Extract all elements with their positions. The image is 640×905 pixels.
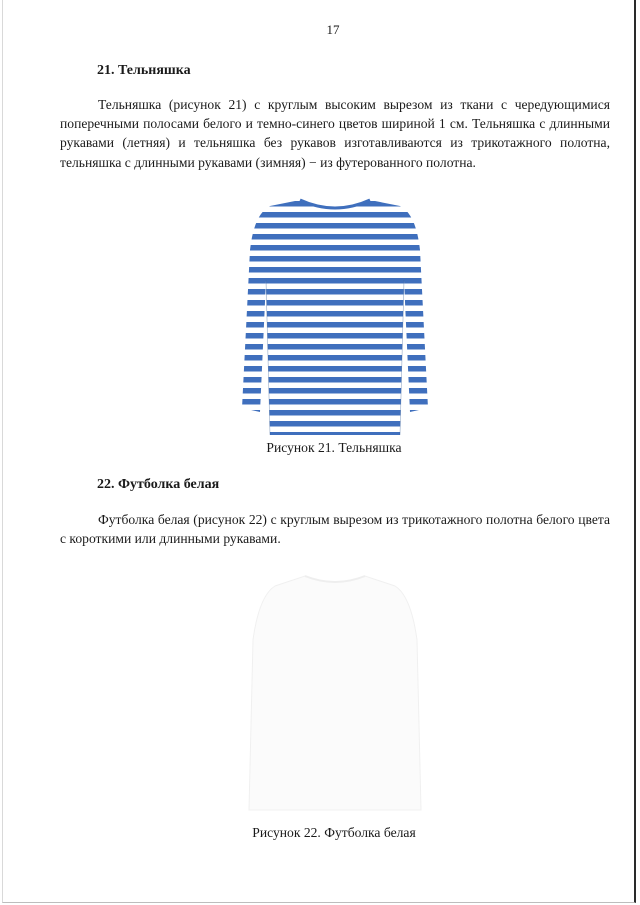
- white-tshirt-figure: [235, 570, 435, 820]
- figure-22-caption: Рисунок 22. Футболка белая: [252, 825, 416, 840]
- section-22-heading: 22. Футболка белая: [97, 477, 220, 492]
- telnyashka-figure: [230, 190, 440, 440]
- section-21-paragraph: Тельняшка (рисунок 21) с круглым высоким вырезом из ткани с чередующимися поперечными полосами белого и темно-синего цветов шириной 1 см. Тельняшка с длинными рукавами (летняя) и тельняшка без рукавов изготавливаются из трикотажного полотна, тельняшка с длинными рукавами (зимняя) − из футерованного полотна.: [60, 97, 610, 170]
- figure-21-caption: Рисунок 21. Тельняшка: [266, 440, 402, 455]
- section-21-heading: 21. Тельняшка: [97, 63, 191, 78]
- section-22-paragraph: Футболка белая (рисунок 22) с круглым вырезом из трикотажного полотна белого цвета с короткими или длинными рукавами.: [60, 512, 610, 547]
- page-number: 17: [326, 22, 340, 37]
